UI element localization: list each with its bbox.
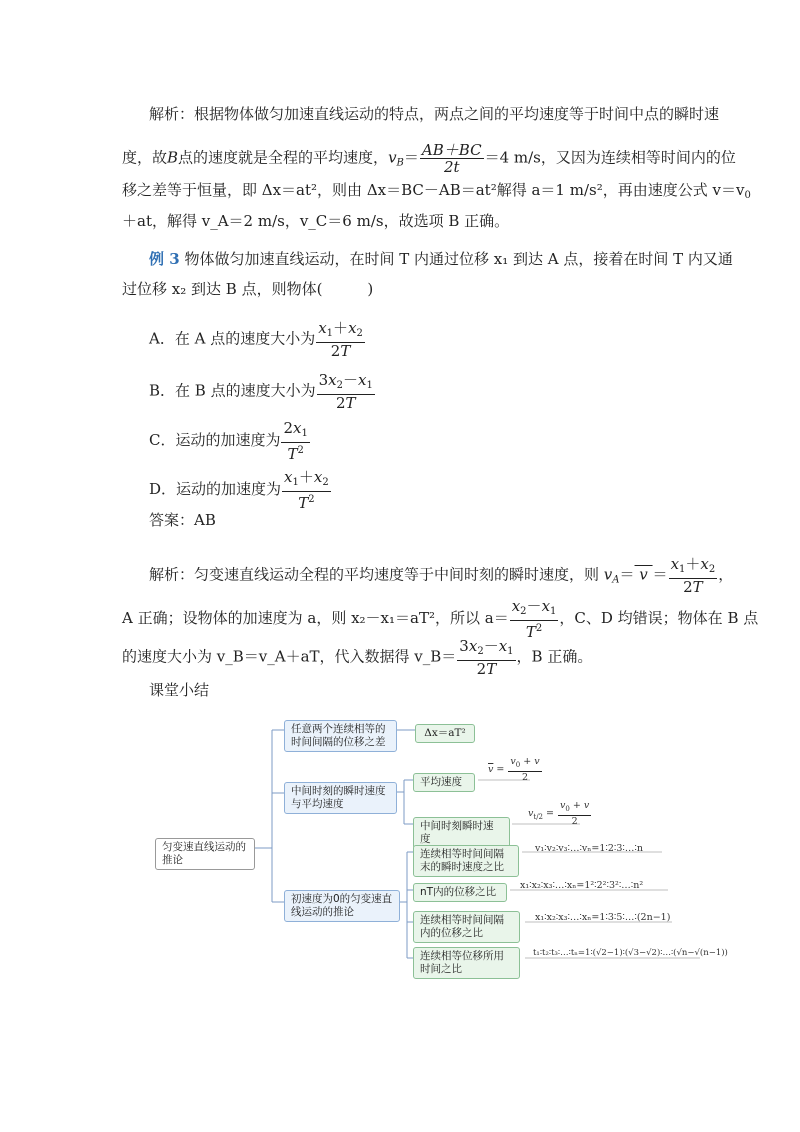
formula-time-ratio: t₁∶t₂∶t₃∶…∶tₙ=1∶(√2−1)∶(√3−√2)∶…∶(√n−√(n−1)) xyxy=(533,948,728,958)
example3-line1: 例 3 物体做匀加速直线运动，在时间 T 内通过位移 x₁ 到达 A 点，接着在时间 T 内又通 xyxy=(149,250,733,268)
mindmap-node-mid-velocity: 中间时刻瞬时速度 xyxy=(413,817,510,849)
formula-interval-displacement: x₁∶x₂∶x₃∶…∶xₙ=1∶3∶5∶…∶(2n−1) xyxy=(535,912,671,923)
formula-nt-displacement: x₁∶x₂∶x₃∶…∶xₙ=1²∶2²∶3²∶…∶n² xyxy=(520,880,644,891)
mindmap-node-nt-displacement: nT内的位移之比 xyxy=(413,883,507,902)
mindmap-node-velocity-ratio: 连续相等时间间隔末的瞬时速度之比 xyxy=(413,845,519,877)
formula-mid-velocity: $v_{t/2}$ = $\frac{v_0 + v}{2}$ xyxy=(528,800,590,827)
analysis2-line3: 的速度大小为 v_B＝v_A＋aT，代入数据得 v_B＝ $\frac{3x_2-x_1}{2T}$ ，B 正确。 xyxy=(122,637,593,678)
mindmap-formula-delta-x: Δx＝aT² xyxy=(415,724,475,743)
analysis1-line3: 移之差等于恒量，即 Δx＝at²，则由 Δx＝BC－AB＝at²解得 a＝1 m/s²，再由速度公式 $v=v_0$ xyxy=(122,181,751,201)
answer: 答案：AB xyxy=(149,511,216,529)
analysis1-line2: 度，故B点的速度就是全程的平均速度，$v_B=$ $\frac{AB+BC}{2t}$ ＝4 m/s，又因为连续相等时间内的位 xyxy=(122,141,736,176)
fraction-vb: $\frac{AB+BC}{2t}$ xyxy=(421,141,482,176)
formula-avg-velocity: $\overline{v}$ = $\frac{v_0 + v}{2}$ xyxy=(488,756,540,783)
formula-velocity-ratio: v₁∶v₂∶v₃∶…∶vₙ=1∶2∶3∶…∶n xyxy=(535,843,643,854)
analysis2-line2: A 正确；设物体的加速度为 a，则 x₂－x₁＝aT²，所以 a＝ $\frac{x_2-x_1}{T^2}$ ，C、D 均错误；物体在 B 点 xyxy=(122,597,759,641)
option-c: C．运动的加速度为 $\frac{2x_1}{T^2}$ xyxy=(149,419,308,463)
option-d: D．运动的加速度为 $\frac{x_1+x_2}{T^2}$ xyxy=(149,468,329,512)
example3-line2: 过位移 x₂ 到达 B 点，则物体( ) xyxy=(122,280,374,298)
mindmap-node-mid-time: 中间时刻的瞬时速度与平均速度 xyxy=(284,782,397,814)
mindmap-node-displacement-diff: 任意两个连续相等的时间间隔的位移之差 xyxy=(284,720,397,752)
mindmap-node-zero-initial: 初速度为0的匀变速直线运动的推论 xyxy=(284,890,400,922)
analysis1-line1: 解析：根据物体做匀加速直线运动的特点，两点之间的平均速度等于时间中点的瞬时速 xyxy=(149,105,720,123)
analysis1-line4: ＋at，解得 v_A＝2 m/s，v_C＝6 m/s，故选项 B 正确。 xyxy=(122,212,510,230)
mindmap-root: 匀变速直线运动的推论 xyxy=(155,838,255,870)
summary-title: 课堂小结 xyxy=(149,681,210,699)
analysis2-line1: 解析：匀变速直线运动全程的平均速度等于中间时刻的瞬时速度，则 $v_A= v$ ＝ $\frac{x_1+x_2}{2T}$ ， xyxy=(149,555,734,596)
mindmap-node-time-ratio: 连续相等位移所用时间之比 xyxy=(413,947,520,979)
mindmap-node-interval-displacement: 连续相等时间间隔内的位移之比 xyxy=(413,911,520,943)
option-b: B．在 B 点的速度大小为 $\frac{3x_2-x_1}{2T}$ xyxy=(149,371,373,412)
option-a: A．在 A 点的速度大小为 $\frac{x_1+x_2}{2T}$ xyxy=(149,319,363,360)
mindmap-node-avg-velocity: 平均速度 xyxy=(413,773,475,792)
